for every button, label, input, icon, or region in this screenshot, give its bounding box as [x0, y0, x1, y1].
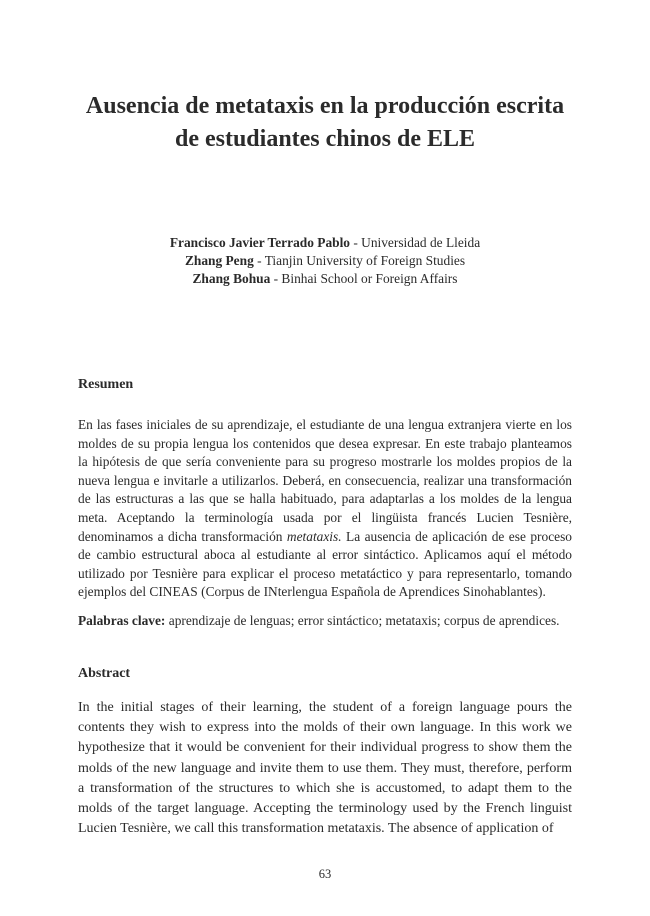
- abstract-text: In the initial stages of their learning, the student of a foreign language pours the contents they wish to express into the molds of their own language. In this work we hypothesize that it would be convenient for their individual progress to show them the molds of the new language and invite them to use them. They must, therefore, perform a transformation of the structures to which she is accustomed, to adapt them to the molds of the target language. Accepting the terminology used by the French linguist Lucien Tesnière, we call this transformation metataxis. The absence of application of: [78, 700, 572, 837]
- paper-title: [60, 90, 590, 156]
- author-name: Francisco Javier Terrado Pablo: [169, 235, 350, 250]
- keywords-text: aprendizaje de lenguas; error sintáctico; metataxis; corpus de aprendices.: [165, 613, 560, 628]
- author-list: [75, 234, 575, 288]
- keywords-line: [78, 612, 578, 630]
- resumen-text: [78, 416, 572, 602]
- author-affiliation: - Tianjin University of Foreign Studies: [253, 253, 466, 268]
- resumen-text-part-1: En las fases iniciales de su aprendizaje, el estudiante de una lengua extranjera vierte en los moldes de su propia lengua los contenidos que desea expresar. En este trabajo planteamos la hipótesis de que sería conveniente para su progreso mostrarle los moldes propios de la nueva lengua e invitarle a utilizarlos. Deberá, en consecuencia, realizar una transformación de las estructuras a las que se halla habituado, para adaptarlas a los moldes de la lengua meta. Aceptando la terminología usada por el lingüista francés Lucien Tesnière, denominamos a dicha transformación: [78, 417, 572, 544]
- author-entry: [75, 270, 575, 288]
- author-name: Zhang Peng: [184, 253, 254, 268]
- abstract-heading: Abstract: [78, 666, 131, 681]
- resumen-text-part-2: La ausencia de aplicación de ese proceso de cambio estructural aboca al estudiante al error sintáctico. Aplicamos aquí el método utilizado por Tesnière para explicar el proceso metatáctico y para representarlo, tomando ejemplos del CINEAS (Corpus de INterlengua Española de Aprendices Sinohablantes).: [78, 528, 572, 600]
- author-name: Zhang Bohua: [192, 271, 271, 286]
- title-line-1: Ausencia de metataxis en la producción escrita: [85, 93, 565, 119]
- resumen-heading: Resumen: [78, 377, 134, 392]
- author-affiliation: - Binhai School or Foreign Affairs: [270, 271, 458, 286]
- resumen-italic-term: metataxis.: [286, 528, 342, 544]
- keywords-label: Palabras clave:: [78, 613, 166, 628]
- author-entry: [75, 252, 575, 270]
- author-entry: [75, 234, 575, 252]
- page-number: 63: [318, 867, 332, 881]
- title-line-2: de estudiantes chinos de ELE: [174, 126, 476, 152]
- author-affiliation: - Universidad de Lleida: [350, 235, 481, 250]
